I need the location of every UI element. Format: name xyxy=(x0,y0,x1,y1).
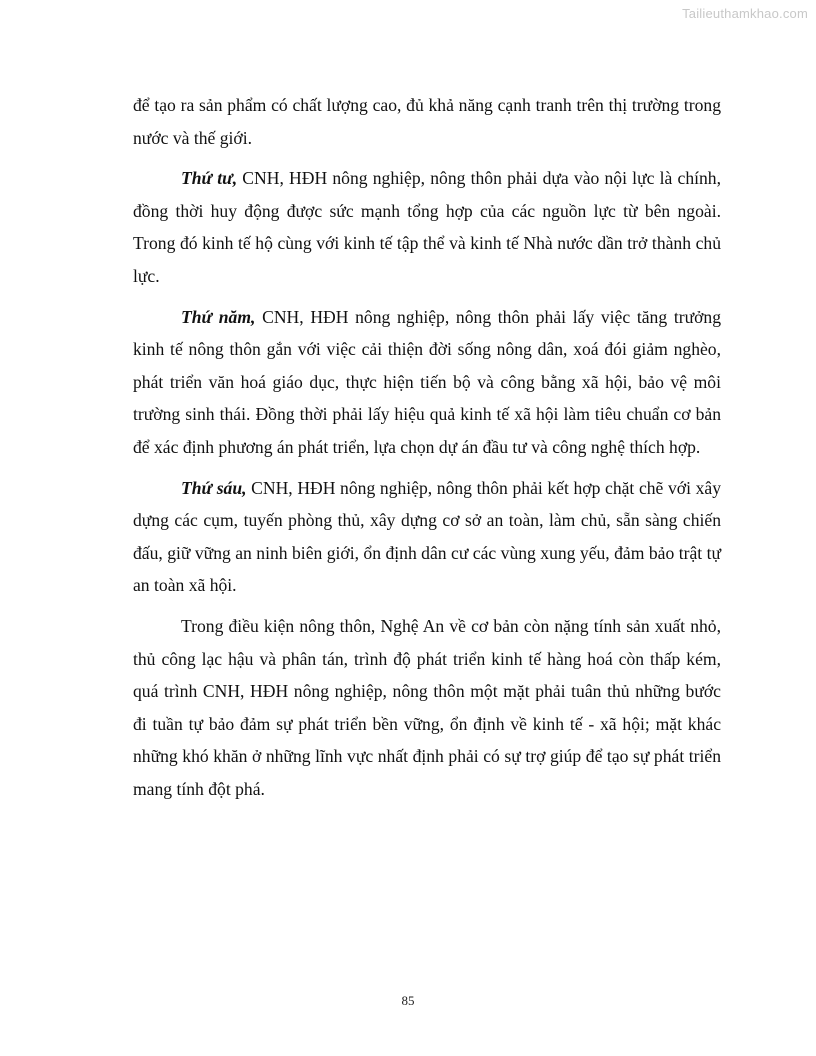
document-body xyxy=(133,89,721,813)
paragraph-text: CNH, HĐH nông nghiệp, nông thôn phải lấy việc tăng trưởng kinh tế nông thôn gắn với việc cải thiện đời sống nông dân, xoá đói giảm nghèo, phát triển văn hoá giáo dục, thực hiện tiến bộ và công bằng xã hội, bảo vệ môi trường sinh thái. Đồng thời phải lấy hiệu quả kinh tế xã hội làm tiêu chuẩn cơ bản để xác định phương án phát triển, lựa chọn dự án đầu tư và công nghệ thích hợp. xyxy=(133,306,721,457)
paragraph-lead: Thứ năm, xyxy=(181,306,256,327)
paragraph-text: CNH, HĐH nông nghiệp, nông thôn phải kết hợp chặt chẽ với xây dựng các cụm, tuyến phòng thủ, xây dựng cơ sở an toàn, làm chủ, sẵn sàng chiến đấu, giữ vững an ninh biên giới, ổn định dân cư các vùng xung yếu, đảm bảo trật tự an toàn xã hội. xyxy=(133,477,721,596)
paragraph-lead: Thứ tư, xyxy=(181,168,238,189)
paragraph-continuation xyxy=(133,89,721,154)
watermark-text: Tailieuthamkhao.com xyxy=(682,6,808,21)
paragraph-nghe-an xyxy=(133,610,721,806)
paragraph-thu-nam xyxy=(133,301,721,464)
paragraph-text: Trong điều kiện nông thôn, Nghệ An về cơ bản còn nặng tính sản xuất nhỏ, thủ công lạc hậu và phân tán, trình độ phát triển kinh tế hàng hoá còn thấp kém, quá trình CNH, HĐH nông nghiệp, nông thôn một mặt phải tuân thủ những bước đi tuần tự bảo đảm sự phát triển bền vững, ổn định về kinh tế - xã hội; mặt khác những khó khăn ở những lĩnh vực nhất định phải có sự trợ giúp để tạo sự phát triển mang tính đột phá. xyxy=(133,615,721,799)
page-number: 85 xyxy=(401,993,415,1008)
paragraph-thu-tu xyxy=(133,162,721,292)
paragraph-lead: Thứ sáu, xyxy=(181,477,247,498)
paragraph-thu-sau xyxy=(133,472,721,602)
paragraph-text: CNH, HĐH nông nghiệp, nông thôn phải dựa vào nội lực là chính, đồng thời huy động được sức mạnh tổng hợp của các nguồn lực từ bên ngoài. Trong đó kinh tế hộ cùng với kinh tế tập thể và kinh tế Nhà nước dần trở thành chủ lực. xyxy=(133,168,721,286)
paragraph-text: để tạo ra sản phẩm có chất lượng cao, đủ khả năng cạnh tranh trên thị trường trong nước và thế giới. xyxy=(133,95,721,148)
